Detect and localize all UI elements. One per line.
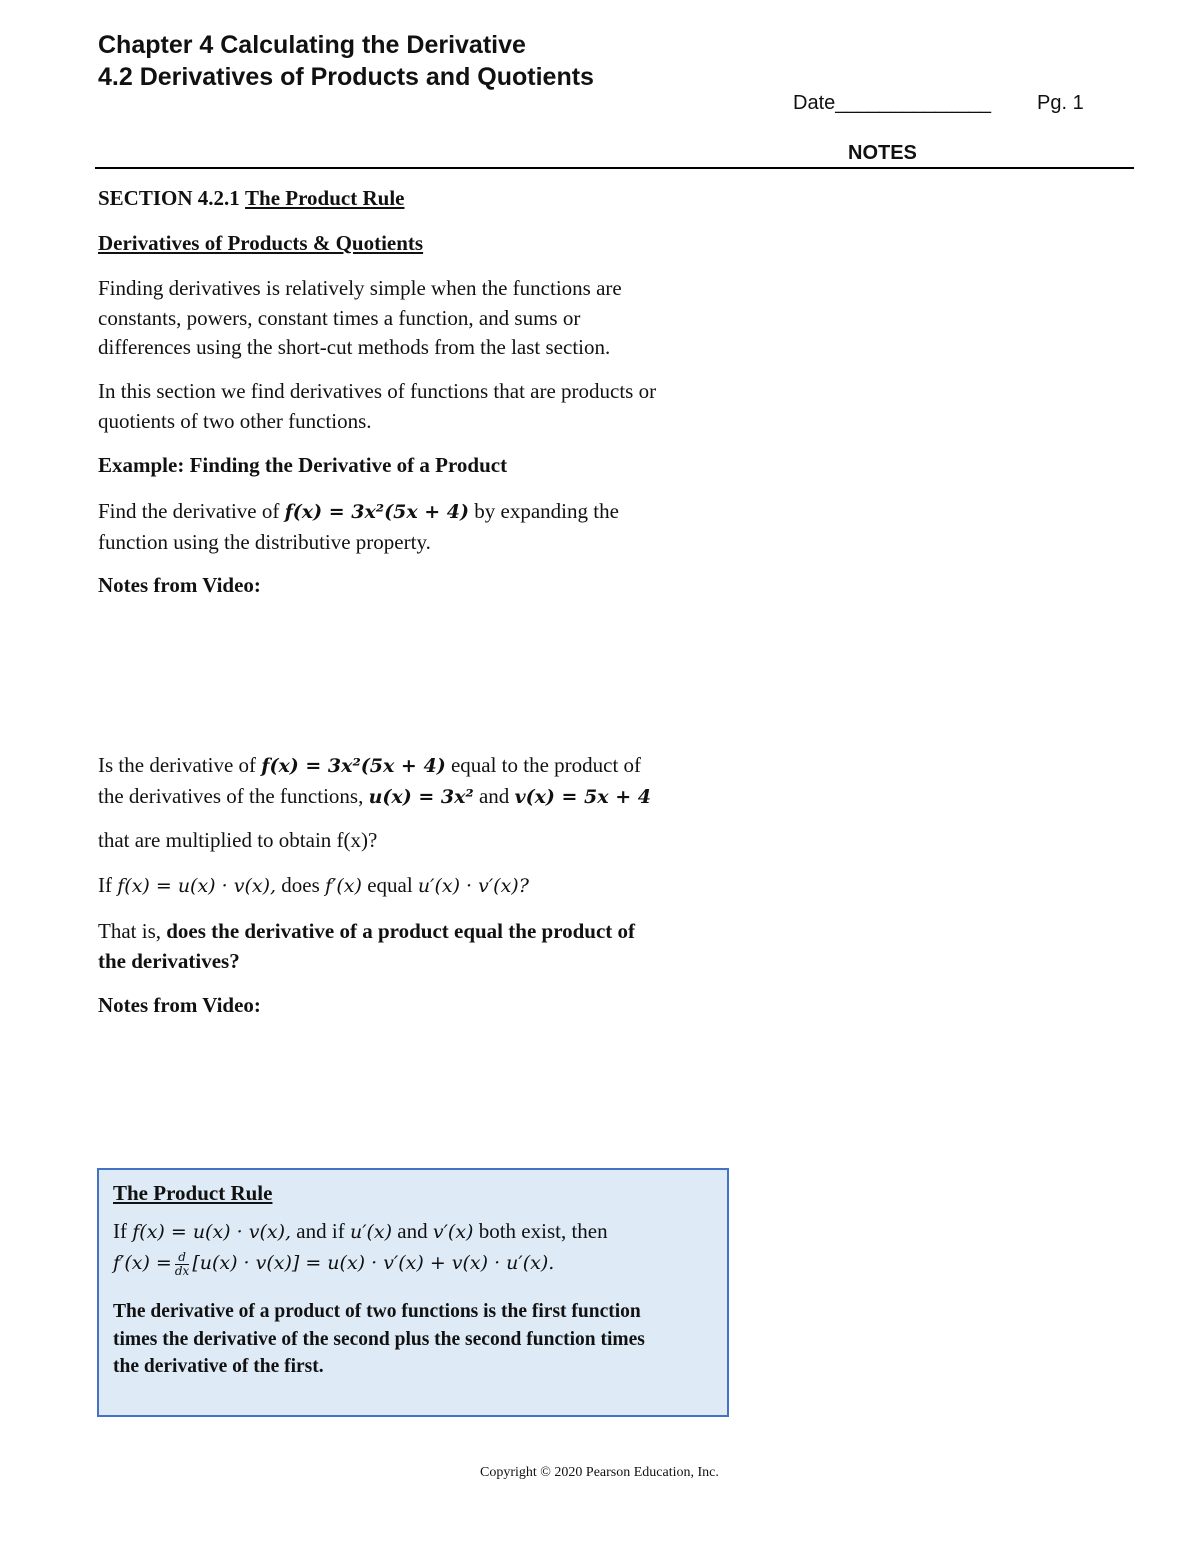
question-text: and [478, 783, 510, 808]
chapter-title: Chapter 4 Calculating the Derivative [98, 31, 526, 59]
question-bold: does the derivative of a product equal the product of [166, 919, 636, 943]
question-function: f(x) = 3x²(5x + 4) [261, 755, 446, 777]
section-name: The Product Rule [245, 186, 405, 210]
u-prime: u′(x) [349, 1221, 393, 1243]
derivative-product: u′(x) · v′(x)? [417, 875, 529, 897]
rule-text: and [397, 1219, 428, 1243]
intro-paragraph-1 [98, 274, 738, 363]
notes-column-heading: NOTES [848, 142, 917, 164]
question-text: If [98, 873, 112, 897]
product-function: f(x) = u(x) · v(x), [117, 875, 277, 897]
subheading: Derivatives of Products & Quotients [98, 231, 424, 255]
product-rule-title: The Product Rule [113, 1181, 273, 1205]
page-number: Pg. 1 [1037, 92, 1084, 114]
formula-rhs: [u(x) · v(x)] = u(x) · v′(x) + v(x) · u′(x). [192, 1252, 555, 1274]
product-rule-line [113, 1216, 713, 1247]
example-heading: Example: Finding the Derivative of a Product [98, 453, 508, 477]
u-definition: u(x) = 3x² [368, 785, 474, 808]
section-label: SECTION 4.2.1 [98, 186, 240, 210]
question-text: Is the derivative of [98, 753, 257, 777]
question-line-4 [98, 871, 738, 902]
intro-line: constants, powers, constant times a function, and sums or [98, 305, 581, 330]
summary-line: the derivative of the first. [113, 1356, 324, 1377]
summary-line: times the derivative of the second plus the second function times [113, 1328, 645, 1350]
product-rule-box [97, 1168, 729, 1417]
example-line: function using the distributive property. [98, 529, 431, 554]
example-line [98, 497, 738, 528]
f-prime: f′(x) [325, 875, 362, 897]
d-dx-fraction [175, 1251, 189, 1278]
intro-paragraph-2 [98, 377, 738, 436]
question-text: equal [367, 873, 413, 897]
question-text: That is, [98, 919, 161, 943]
fraction-numerator: d [175, 1251, 189, 1265]
intro-line: quotients of two other functions. [98, 408, 372, 433]
intro-line: In this section we find derivatives of functions that are products or [98, 379, 657, 403]
intro-line: differences using the short-cut methods from the last section. [98, 335, 611, 359]
date-field: Date______________ [793, 92, 991, 114]
v-definition: v(x) = 5x + 4 [514, 785, 651, 808]
example-prompt [98, 497, 738, 557]
example-text: by expanding the [474, 499, 619, 523]
copyright-notice: Copyright © 2020 Pearson Education, Inc. [480, 1465, 719, 1480]
rule-text: If [113, 1219, 127, 1243]
rule-text: both exist, then [478, 1219, 608, 1243]
question-line [98, 917, 738, 947]
intro-line: Finding derivatives is relatively simple when the functions are [98, 276, 622, 300]
question-line [98, 751, 738, 782]
rule-function: f(x) = u(x) · v(x), [132, 1221, 292, 1243]
section-title: 4.2 Derivatives of Products and Quotients [98, 63, 594, 91]
example-text: Find the derivative of [98, 499, 280, 523]
question-text: does [281, 873, 320, 897]
question-paragraph [98, 751, 738, 812]
summary-line: The derivative of a product of two functions is the first function [113, 1301, 641, 1322]
header-divider [95, 167, 1134, 169]
fraction-denominator: dx [174, 1263, 190, 1278]
question-line-3: that are multiplied to obtain f(x)? [98, 828, 378, 852]
rule-text: and if [296, 1219, 345, 1243]
question-line [98, 782, 738, 813]
product-rule-formula [113, 1247, 713, 1278]
notes-from-video-label: Notes from Video: [98, 573, 261, 597]
v-prime: v′(x) [432, 1221, 474, 1243]
product-rule-summary [113, 1298, 713, 1381]
section-heading [98, 184, 738, 214]
example-function: f(x) = 3x²(5x + 4) [284, 501, 470, 523]
question-text: equal to the product of [450, 753, 642, 777]
question-emphasis [98, 917, 738, 976]
notes-from-video-label: Notes from Video: [98, 993, 261, 1017]
question-text: the derivatives of the functions, [98, 783, 364, 808]
formula-lhs: f′(x) = [113, 1252, 172, 1274]
question-line: the derivatives? [98, 948, 240, 973]
